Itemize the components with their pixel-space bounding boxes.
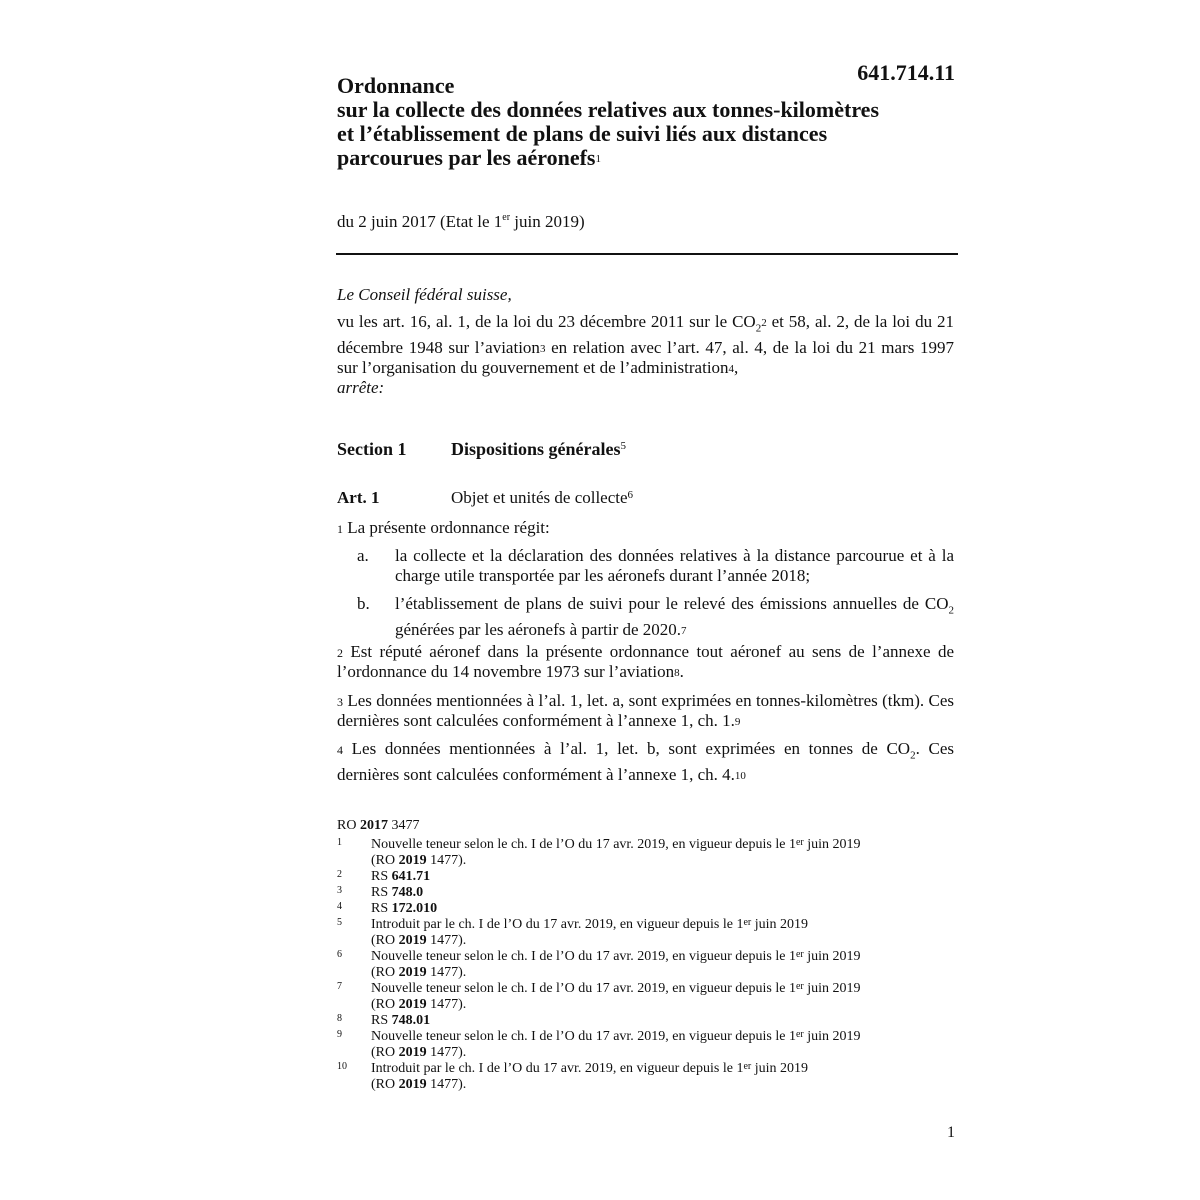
footnote-ref[interactable]: 2: [761, 317, 767, 329]
footnote: 8 RS 748.01: [337, 1013, 431, 1028]
title-line: Ordonnance: [337, 73, 455, 98]
list-letter: b.: [357, 594, 370, 613]
footnote: 5 Introduit par le ch. I de l’O du 17 avr. 2019, en vigueur depuis le 1er juin 2019 (RO 2019 1477).: [337, 917, 809, 948]
paragraph-4: $^4$ Les données mentionnées à l’al. 1, let. b, sont exprimées en tonnes de $CO_2$. Ces dernières sont calculées conformément à l’annexe 1, ch. 4.10: [337, 739, 955, 785]
footnote-ref[interactable]: 4: [728, 363, 735, 376]
footnote-ref[interactable]: 1: [595, 153, 601, 165]
preamble-considerations: vu les art. 16, al. 1, de la loi du 23 décembre 2011 sur le $CO_2^2$ et 58, al. 2, de la loi du 21 décembre 1948 sur l’aviation$^3$ en relation avec l’art. 47, al. 4, de la loi du 21 mars 1997 sur l’organisation du gouvernement et de l’administration$^4$,: [337, 312, 954, 378]
footnote: 3 RS 748.0: [337, 885, 424, 900]
footnote-ref[interactable]: 10: [734, 770, 746, 783]
section-heading: Section 1 Dispositions générales$^5$: [337, 439, 627, 459]
footnote: 1 Nouvelle teneur selon le ch. I de l’O du 17 avr. 2019, en vigueur depuis le 1er juin 2019 (RO 2019 1477).: [337, 837, 861, 868]
footnotes: [337, 818, 957, 1093]
page-number: 1: [947, 1124, 955, 1141]
title-line: et l’établissement de plans de suivi liés aux distances: [337, 121, 828, 146]
header-divider: [336, 253, 958, 255]
footnote: 4 RS 172.010: [337, 901, 438, 916]
footnote: 9 Nouvelle teneur selon le ch. I de l’O du 17 avr. 2019, en vigueur depuis le 1er juin 2019 (RO 2019 1477).: [337, 1029, 861, 1060]
list-item: [357, 546, 954, 586]
document-title: [337, 74, 957, 170]
list-text: la collecte et la déclaration des données relatives à la distance parcourue et à la charge utile transportée par les aéronefs durant l’année 2018;: [395, 546, 954, 585]
footnote-ref[interactable]: 9: [734, 716, 741, 728]
preamble-arrete: arrête:: [337, 378, 385, 397]
paragraph-3: $^3$ Les données mentionnées à l’al. 1, let. a, sont exprimées en tonnes-kilomètres (tkm). Ces dernières sont calculées conformément à l’annexe 1, ch. 1.$^9$: [337, 691, 954, 730]
footnote: 2 RS 641.71: [337, 869, 431, 884]
title-line: sur la collecte des données relatives aux tonnes-kilomètres: [337, 97, 880, 122]
footnote: 7 Nouvelle teneur selon le ch. I de l’O du 17 avr. 2019, en vigueur depuis le 1er juin 2019 (RO 2019 1477).: [337, 981, 861, 1012]
list-text: l’établissement de plans de suivi pour le relevé des émissions annuelles de $CO_2$ générées par les aéronefs à partir de 2020.$^7$: [395, 594, 954, 640]
title-line: parcourues par les aéronefs$^1$: [337, 145, 601, 170]
footnote-ref[interactable]: 3: [539, 343, 546, 356]
document-date: du 2 juin 2017 (Etat le 1er juin 2019): [337, 212, 585, 231]
footnote-ref[interactable]: 5: [620, 440, 627, 452]
paragraph-1: $^1$ La présente ordonnance régit:: [337, 518, 550, 537]
paragraph-2: $^2$ Est réputé aéronef dans la présente ordonnance tout aéronef au sens de l’annexe de l’ordonnance du 14 novembre 1973 sur l’aviation$^8$.: [337, 642, 954, 681]
footnote: 6 Nouvelle teneur selon le ch. I de l’O du 17 avr. 2019, en vigueur depuis le 1er juin 2019 (RO 2019 1477).: [337, 949, 861, 980]
document-number: 641.714.11: [857, 60, 955, 85]
footnote-ref[interactable]: 6: [627, 489, 634, 501]
list-item: [357, 594, 954, 640]
preamble-authority: Le Conseil fédéral suisse,: [337, 285, 512, 304]
footnote-ref[interactable]: 8: [674, 667, 680, 679]
official-compilation-ref: RO 2017 3477: [337, 818, 420, 833]
footnote-ref[interactable]: 7: [681, 625, 687, 638]
list-letter: a.: [357, 546, 369, 565]
footnote: 10 Introduit par le ch. I de l’O du 17 avr. 2019, en vigueur depuis le 1er juin 2019 (RO 2019 1477).: [337, 1061, 809, 1092]
article-heading: Art. 1 Objet et unités de collecte$^6$: [337, 488, 634, 507]
